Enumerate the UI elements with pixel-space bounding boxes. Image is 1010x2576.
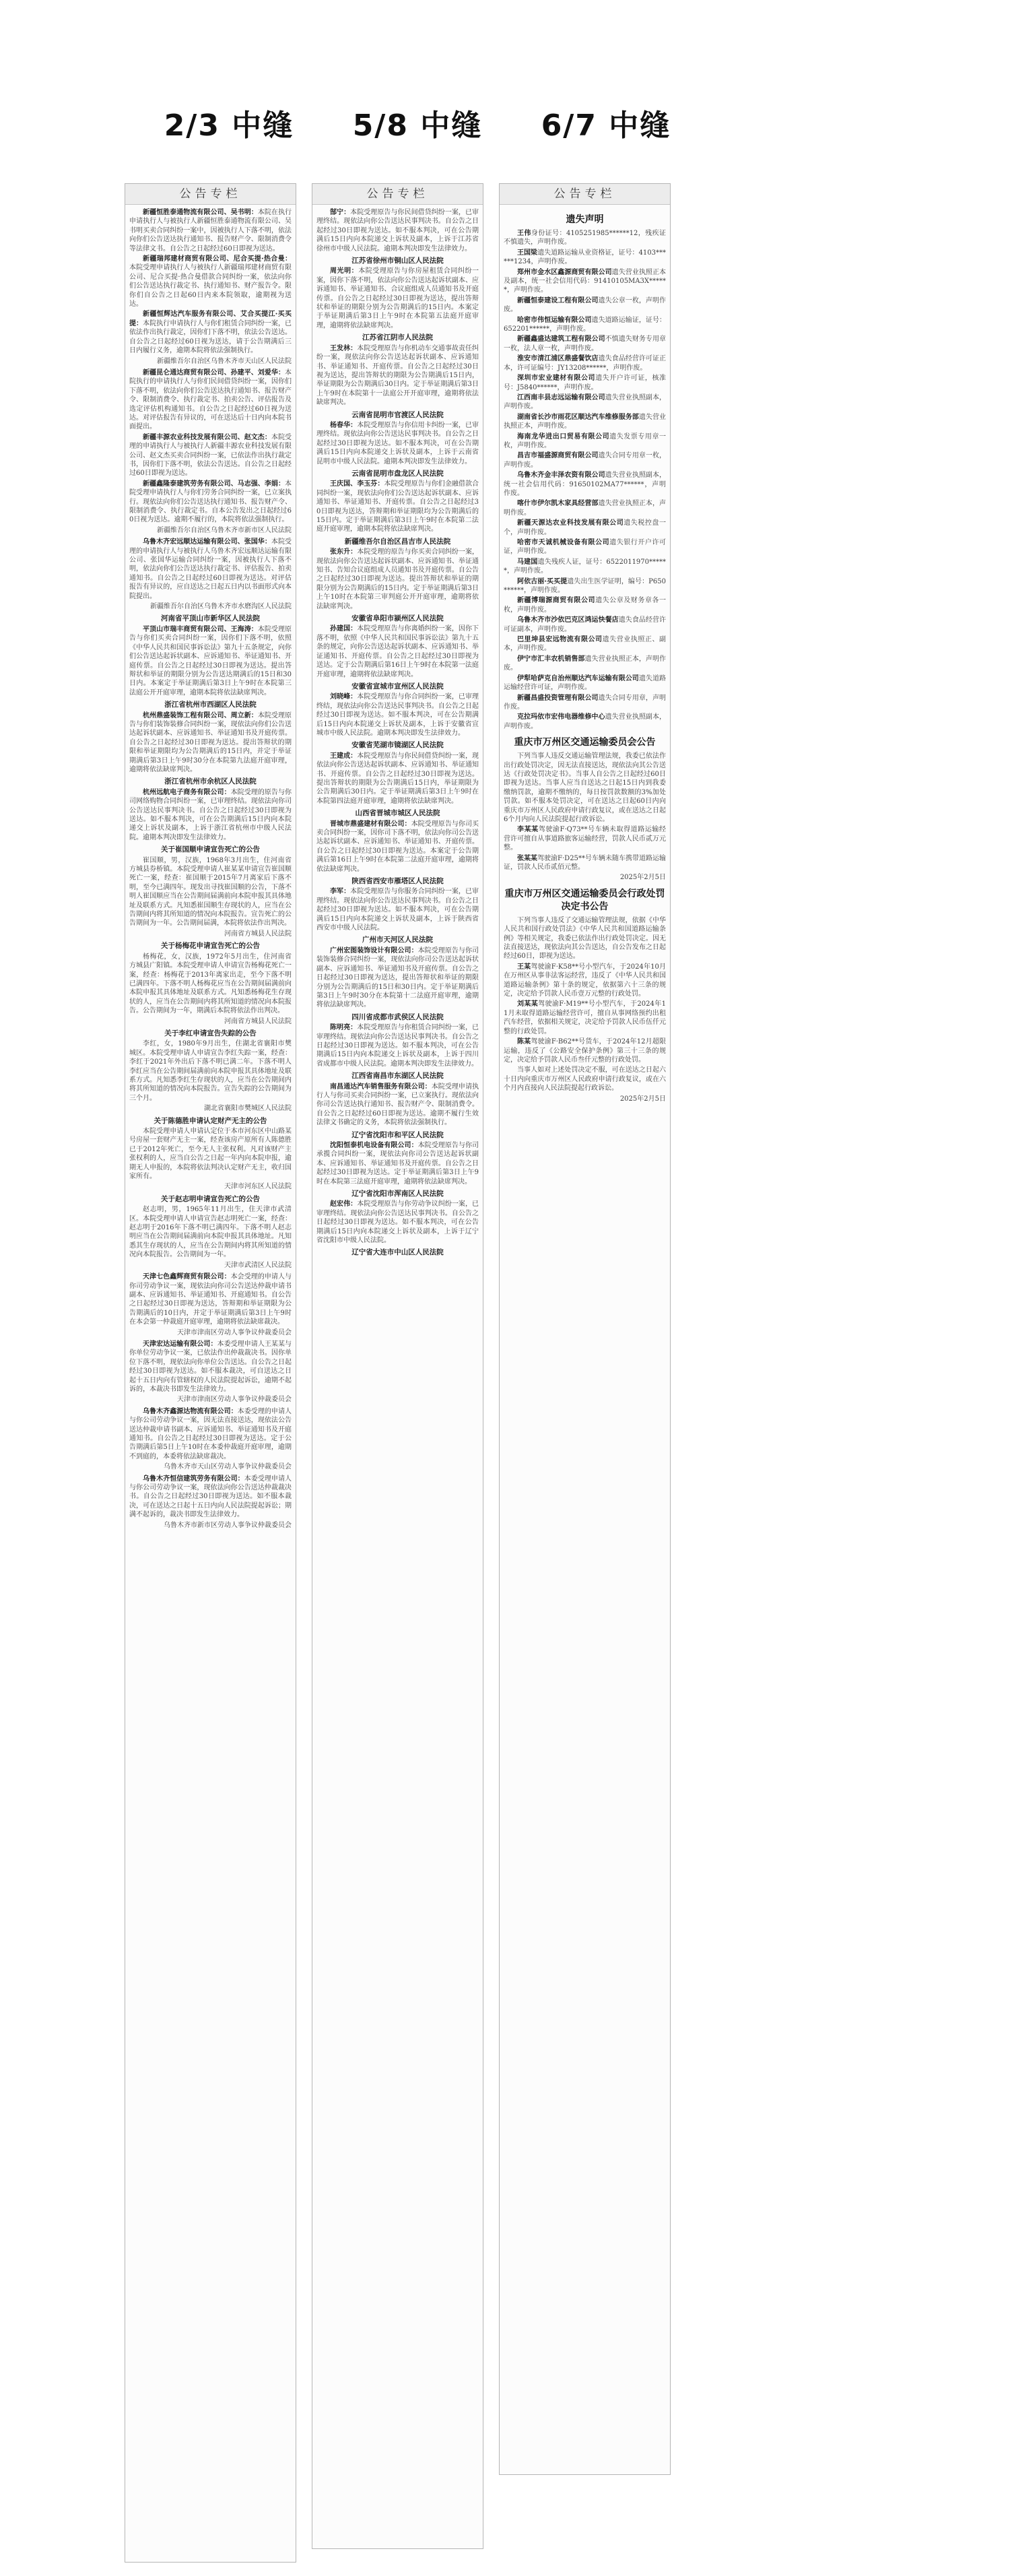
notice-text: 遗失公章一枚，声明作废。 [504,296,667,314]
notice-paragraph [129,1475,292,1520]
notice-paragraph [129,368,292,432]
notice-paragraph [129,788,292,842]
notice-text: 遗失营业执照副本，声明作废。 [504,393,667,411]
notice-text: 遗失营业执照正本，声明作废。 [504,655,667,672]
notice-party-name: 深圳市宏业建材有限公司 [517,375,596,383]
notice-signature: 2025年2月5日 [619,874,666,882]
notice-paragraph [316,208,479,253]
notice-party-name: 陈明亮： [330,1024,358,1032]
strip-title: 公告专栏 [125,184,296,205]
notice-party-name: 张某某 [517,854,538,862]
notice-paragraph [504,825,666,852]
notice-party-name: 赵宏伟： [330,1200,358,1209]
notice-party-name: 刘晓峰： [330,693,358,701]
notice-paragraph [504,471,666,498]
notice-text: 本院受理原告与你司买卖合同纠纷一案，因你司下落不明，依法向你司公告送达起诉状副本、应诉通知书、举证通知书、开庭传票。自公告之日起经过30日即视为送达。本案定于公告期满后第16日上午9时在本院第二法庭开庭审理，逾期将依法缺席判决。 [316,820,479,873]
notice-party-name: 巴里坤县宏远物流有限公司 [517,636,603,644]
notice-text: 本院受理原告与你司装饰装修合同纠纷一案，现依法向你司公告送达起诉状副本、应诉通知书、举证通知书及开庭传票。自公告之日起经过30日即视为送达，提出答辩状和举证的期限分别为公告期满后的15日和30日内。定于举证期满后第3日上午9时30分在本院第十二法庭开庭审理，逾期将依法缺席判决。 [316,946,479,1009]
notice-paragraph [316,946,479,1010]
notice-text: 遗失营业执照正本及副本，统一社会信用代码：91410105MA3X******，声明作废。 [504,268,667,294]
notice-party-name: 王庆国、李玉芬： [330,480,384,488]
notice-party-name: 哈密市天诚机械设备有限公司 [517,539,610,546]
notice-paragraph [504,674,666,693]
notice-text: 本委受理申请人王某某与你单位劳动争议一案，已依法作出仲裁裁决书。因你单位下落不明，现依法向你单位公告送达。自公告之日起经过30日即视为送达。如不服本裁决，可自送达之日起十五日内向有管辖权的人民法院提起诉讼，逾期不起诉的，本裁决书即发生法律效力。 [129,1340,292,1393]
strip-body [125,205,296,1536]
notice-paragraph [129,433,292,478]
notice-text: 本院受理原告与你离婚纠纷一案，因你下落不明，依照《中华人民共和国民事诉讼法》第九十五条的规定，向你公告送达起诉状副本、应诉通知书、举证通知书、开庭传票。自公告之日起经过30日即视为送达。定于公告期满后第16日上午9时在本院第一法庭开庭审理，逾期将依法缺席判决。 [316,625,479,678]
notice-paragraph [504,752,666,824]
notice-section-title: 辽宁省沈阳市浑南区人民法院 [351,1190,444,1198]
notice-section-title: 浙江省杭州市西湖区人民法院 [164,701,257,709]
notice-section-title: 关于杨梅花申请宣告死亡的公告 [161,942,260,951]
notice-text: 驾驶渝F·K58**号小型汽车，于2024年10月在万州区从事非法客运经营，违反了《中华人民共和国道路运输条例》第十条的规定，依据第六十三条的规定，决定给予罚款人民币壹万元整的行政处罚。 [504,963,666,998]
notice-party-name: 新疆昆仑通达商贸有限公司、孙建平、刘爱华： [143,368,285,377]
notice-paragraph [504,916,666,961]
notice-text: 本院受理原告与你机动车交通事故责任纠纷一案，现依法向你公告送达起诉状副本、应诉通知书、举证通知书、开庭传票。自公告之日起经过30日视为送达，提出答辩状的期限为公告期满后15日内，举证期限为公告期满后30日内。定于举证期满后第3日上午9时在本院第十一法庭公开开庭审理，逾期将依法缺席判决。 [316,344,479,407]
notice-text: 驾驶渝F·Q73**号车辆未取得道路运输经营许可擅自从事道路旅客运输经营，罚款人民币贰万元整。 [504,826,667,852]
notice-party-name: 广州宏图装饰设计有限公司： [330,946,418,955]
notice-section-title: 山西省晋城市城区人民法院 [355,809,440,818]
notice-text: 遗失发票专用章一枚，声明作废。 [504,432,667,449]
notice-paragraph [504,1000,666,1036]
notice-section-title: 四川省成都市武侯区人民法院 [351,1012,444,1021]
notice-text: 本会受理的申请人与你司劳动争议一案，现依法向你司公告送达仲裁申请书副本、应诉通知书、举证通知书、开庭通知书。自公告之日起经过30日即视为送达，答辩期和举证期限为公告期满后的10日内，并定于举证期满后第3日上午9时在本会第一仲裁庭开庭审理，逾期将依法缺席裁决。 [129,1273,292,1326]
notice-section-title: 云南省昆明市盘龙区人民法院 [351,469,444,478]
notice-party-name: 哈密市伟恒运输有限公司 [517,316,592,324]
notice-text: 本院受理原告与你们装饰装修合同纠纷一案，现依法向你们公告送达起诉状副本、应诉通知书、举证通知书及开庭传票。自公告之日起经过30日即视为送达。提出答辩状的期限和举证期限均为公告期满后的15日内，并定于举证期满后第3日上午9时30分在本院第九法庭开庭审理，逾期将依法缺席判决。 [129,711,292,773]
notice-paragraph [504,296,666,315]
notice-paragraph [504,393,666,412]
notice-strip-2 [312,183,483,2549]
notice-party-name: 新疆昌盛投资管理有限公司 [517,694,599,702]
notice-paragraph [504,229,666,247]
notice-text: 本院受理原告与你信用卡纠纷一案，已审理终结。现依法向你公告送达民事判决书。自公告之日起经过30日即视为送达。如不服本判决，可在公告期满后15日内向本院递交上诉状及副本，上诉于云南省昆明市中级人民法院。逾期本判决即发生法律效力。 [316,421,479,465]
notice-paragraph [504,713,666,731]
notice-text: 遗失开户许可证，核准号：J5840******，声明作废。 [504,375,667,391]
notice-text: 李红，女，1980年9月出生，住湖北省襄阳市樊城区。本院受理申请人申请宣告李红失踪一案，经查：李红于2021年外出后下落不明已满二年。下落不明人李红应当在公告期间届满前向本院申报其具体地址及联系方式。凡知悉李红生存现状的人，应当在公告期间内将其所知道的情况向本院报告。宣告失踪的公告期间为三个月。 [129,1040,292,1102]
notice-party-name: 李某某 [517,826,539,834]
notice-section-title: 江苏省徐州市铜山区人民法院 [351,257,444,265]
notice-paragraph [504,694,666,712]
notice-paragraph [129,255,292,309]
notice-paragraph [504,451,666,470]
notice-signature: 天津市武清区人民法院 [224,1261,292,1269]
notice-strip-3 [499,183,671,2475]
notice-text: 本院受理的原告与你买卖合同纠纷一案，现依法向你公告送达起诉状副本、应诉通知书、举证通知书、告知合议庭组成人员通知书及开庭传票。自公告之日起经过30日即视为送达。提出答辩状和举证的期限分别为公告期满后的15日内。定于举证期满后第3日上午10时在本院第三审判庭公开开庭审理，逾期将依法缺席判决。 [316,548,479,610]
notice-party-name: 新疆丰源农业科技发展有限公司、赵文杰： [143,433,271,441]
notice-party-name: 乌鲁木齐宏远顺达运输有限公司、张国华： [143,538,271,546]
notice-party-name: 孙建国： [330,625,358,633]
notice-paragraph [504,268,666,295]
notice-text: 驾驶渝F·B62**号货车，于2024年12月超限运输，违反了《公路安全保护条例》第三十三条的规定，决定给予罚款人民币叁仟元整的行政处罚。 [504,1038,666,1064]
notice-party-name: 平顶山市瑞丰商贸有限公司、王海涛： [143,625,258,633]
notice-paragraph [129,953,292,1016]
notice-text: 遗失合同专用章一枚，声明作废。 [504,452,667,469]
notice-text: 崔国顺，男，汉族，1968年3月出生，住河南省方城县券桥镇。本院受理申请人崔某某申请宣告崔国顺死亡一案，经查：崔国顺于2015年7月离家后下落不明，至今已满四年。现发出寻找崔国顺的公告，下落不明人崔国顺应当在公告期间届满前向本院申报其具体地址及联系方式。凡知悉崔国顺生存现状的人，应当在公告期间内将其所知道的情况向本院报告。宣告死亡的公告期间为一年。公告期间届满，本院将依法作出判决。 [129,856,292,928]
notice-text: 遗失营业执照正本，声明作废。 [504,413,667,430]
notice-party-name: 陈某 [517,1038,531,1046]
notice-party-name: 淮安市清江浦区鼎盛餐饮店 [517,355,599,363]
notice-text: 身份证号：4105251985******12，残疾证不慎遗失，声明作废。 [504,230,666,247]
notice-paragraph [504,335,666,353]
notice-party-name: 沈阳恒泰机电设备有限公司： [330,1142,418,1149]
notice-paragraph [129,856,292,928]
notice-paragraph [504,1037,666,1064]
notice-signature: 湖北省襄阳市樊城区人民法院 [204,1105,292,1113]
notice-party-name: 江西南丰县志远运输有限公司 [517,393,605,401]
notice-text: 本院受理申请执行人与你司买卖合同纠纷一案，已立案执行。现依法向你司公告送达执行通知书、报告财产令、限制消费令。自公告之日起经过60日即视为送达。逾期不履行生效法律文书确定的义务，本院将依法强制执行。 [316,1083,479,1127]
notice-party-name: 新疆鑫隆泰建筑劳务有限公司、马志强、李娟： [143,480,285,488]
notice-heading: 重庆市万州区交通运输委员会公告 [514,737,656,748]
notice-party-name: 周光明： [330,267,359,276]
notice-party-name: 郜宁： [330,209,351,216]
notice-paragraph [504,963,666,999]
notice-heading: 遗失声明 [566,214,604,225]
notice-paragraph [316,1200,479,1245]
notice-paragraph [316,1083,479,1128]
notice-paragraph [316,1141,479,1186]
notice-party-name: 王发林： [330,344,358,352]
notice-text: 本院执行的申请执行人与你们民间借贷纠纷一案，因你们下落不明，依法向你们公告送达执行通知书、报告财产令、限制消费令、执行裁定书、拍卖公告、评估报告及选定评估机构通知书。自公告之日起经过60日视为送达。对评估报告有异议的，可在送达后十日内向本院书面提出。 [129,368,292,431]
notice-party-name: 新疆博瑞源商贸有限公司 [517,597,596,605]
notice-text: 遗失道路运输证，证号：652201******，声明作废。 [504,316,667,333]
notice-party-name: 新疆瑞邦建材商贸有限公司、尼合买提·热合曼： [143,255,292,263]
notice-party-name: 刘某某 [517,1000,539,1008]
notice-text: 赵志明，男，1965年11月出生，住天津市武清区。本院受理申请人申请宣告赵志明死亡一案，经查：赵志明于2016年下落不明已满四年。下落不明人赵志明应当在公告期间届满前向本院申报其具体地址。凡知悉其生存现状的人，应当在公告期间内将其所知道的情况向本院报告。公告期间为一年。 [129,1206,292,1259]
notice-text: 遗失出生医学证明，编号：P650******，声明作废。 [504,577,666,595]
notice-party-name: 喀什市伊尔凯木家具经营部 [517,500,599,508]
notice-section-title: 广州市天河区人民法院 [362,936,433,944]
notice-text: 本院受理原告与你服务合同纠纷一案，已审理终结。现依法向你公告送达民事判决书。自公告之日起经过30日即视为送达。如不服本判决，可在公告期满后15日内向本院递交上诉状及副本，上诉于陕西省西安市中级人民法院。 [316,888,479,932]
notice-text: 本院受理原告与你民间借贷纠纷一案，已审理终结。现依法向你公告送达民事判决书。自公告之日起经过30日即视为送达。如不服本判决，可在公告期满后15日内向本院递交上诉状及副本，上诉于江苏省徐州市中级人民法院。逾期本判决即发生法律效力。 [316,209,479,253]
notice-paragraph [129,1407,292,1461]
notice-paragraph [129,1205,292,1259]
notice-text: 本院受理原告与你劳动争议纠纷一案，已审理终结。现依法向你公告送达民事判决书。自公告之日起经过30日即视为送达。如不服本判决，可在公告期满后15日内向本院递交上诉状及副本，上诉于辽宁省沈阳市中级人民法院。 [316,1200,479,1245]
notice-text: 本院受理的申请执行人与被执行人新疆丰源农业科技发展有限公司、赵文杰买卖合同纠纷一案，已依法作出执行裁定书，因你们下落不明，依法公告送达。自公告之日起经过60日即视为送达。 [129,433,292,478]
notice-text: 杨梅花，女，汉族，1972年5月出生，住河南省方城县广阳镇。本院受理申请人申请宣告杨梅花死亡一案，经查：杨梅花于2013年离家出走，至今下落不明已满四年。下落不明人杨梅花应当在公告期间届满前向本院申报其具体地址及联系方式。凡知悉杨梅花生存现状的人，应当在公告期间内将其所知道的情况向本院报告。公告期间为一年，期满后本院将依法作出判决。 [129,953,292,1015]
notice-party-name: 昌吉市福盛源商贸有限公司 [517,452,599,460]
notice-text: 本院受理的申请执行人与被执行人乌鲁木齐宏远顺达运输有限公司、张国华运输合同纠纷一案，因被执行人下落不明，依法向你们公告送达执行裁定书、评估报告、拍卖通知书。自公告之日起经过60日即视为送达。对评估报告有异议的，应自送达之日起五日内以书面形式向本院提出。 [129,538,292,600]
notice-section-title: 新疆维吾尔自治区昌吉市人民法院 [344,537,451,546]
notice-party-name: 南昌通达汽车销售服务有限公司： [330,1083,432,1091]
notice-text: 遗失合同专用章，声明作废。 [504,694,667,711]
notice-section-title: 关于李红申请宣告失踪的公告 [164,1029,257,1037]
notice-paragraph [504,635,666,653]
notice-party-name: 新疆恒辉达汽车服务有限公司、艾合买提江·买买提： [129,311,292,327]
notice-paragraph [129,1039,292,1103]
notice-party-name: 王某 [517,963,531,971]
notice-section-title: 关于陈德胜申请认定财产无主的公告 [154,1116,267,1125]
notice-signature: 新疆维吾尔自治区乌鲁木齐市新市区人民法院 [157,526,292,534]
strip-body [312,205,483,1262]
notice-party-name: 杭州鼎盛装饰工程有限公司、周立新： [143,711,258,719]
strip-title: 公告专栏 [500,184,670,205]
notice-paragraph [316,1023,479,1068]
notice-paragraph [504,1066,666,1093]
notice-paragraph [504,596,666,614]
notice-paragraph [504,316,666,334]
notice-text: 不慎遗失财务专用章一枚，法人章一枚，声明作废。 [504,335,667,352]
notice-paragraph [129,625,292,697]
notice-party-name: 马建国 [517,558,538,566]
notice-strip-1 [125,183,296,2563]
notice-text: 本院受理申请执行人与你们劳务合同纠纷一案，已立案执行。现依法向你们公告送达执行通知书、报告财产令、限制消费令、执行裁定书。自本公告发出之日起经过60日视为送达。逾期不履行的，本院将依法强制执行。 [129,480,292,524]
notice-paragraph [504,374,666,392]
notice-text: 驾驶渝F·M19**号小型汽车，于2024年11月未取得道路运输经营许可，擅自从事网络预约出租汽车经营，依据相关规定，决定给予罚款人民币伍仟元整的行政处罚。 [504,1000,666,1035]
notice-text: 下列当事人违反交通运输管理法规，我委已依法作出行政处罚决定，因无法直接送达，现依法向其公告送达《行政处罚决定书》。当事人自公告之日起经过60日即视为送达。当事人应当自送达之日起15日内到我委缴纳罚款，逾期不缴纳的，每日按罚款数额的3%加处罚款。如不服本处罚决定，可在送达之日起60日内向重庆市万州区人民政府申请行政复议，或在送达之日起6个月内向人民法院提起行政诉讼。 [504,752,666,823]
notice-signature: 天津市津南区劳动人事争议仲裁委员会 [177,1328,292,1337]
notice-paragraph [504,354,666,373]
notice-text: 遗失营业执照正本，声明作废。 [504,500,667,517]
strip-title: 公告专栏 [312,184,483,205]
notice-paragraph [129,480,292,525]
notice-party-name: 晋城市鼎盛建材有限公司： [330,820,411,828]
notice-text: 本院受理申请人申请认定位于本市河东区中山路某号房屋一套财产无主一案，经查该房产原所有人陈德胜已于2012年死亡，至今无人主张权利。凡对该财产主张权利的人，应当自公告之日起一年内向本院申报，逾期无人申报的，本院将依法判决认定财产无主，收归国家所有。 [129,1128,292,1181]
notice-paragraph [316,887,479,932]
notice-party-name: 阿依古丽·买买提 [517,577,568,585]
notice-paragraph [129,538,292,601]
notice-paragraph [316,421,479,466]
notice-text: 本院受理原告与你司承揽合同纠纷一案，现依法向你司公告送达起诉状副本、应诉通知书、举证通知书及开庭传票。自公告之日起经过30日即视为送达。定于举证期满后第3日上午9时在本院第三法庭开庭审理，逾期将依法缺席判决。 [316,1142,479,1186]
notice-text: 本委受理的申请人与你公司劳动争议一案，因无法直接送达，现依法公告送达仲裁申请书副本、应诉通知书、举证通知书及开庭通知书。自公告之日起经过30日即视为送达。定于公告期满后第5日上午10时在本委仲裁庭开庭审理，逾期不到庭的，本委将依法缺席裁决。 [129,1407,292,1460]
notice-section-title: 安徽省宣城市宣州区人民法院 [351,682,444,690]
notice-paragraph [316,752,479,806]
notice-party-name: 李军： [330,888,351,896]
notice-signature: 河南省方城县人民法院 [224,930,292,938]
notice-text: 下列当事人违反了交通运输管理法规，依据《中华人民共和国行政处罚法》《中华人民共和国道路运输条例》等相关规定，我委已依法作出行政处罚决定。因无法直接送达，现依法向其公告送达，自公告发布之日起经过60日，即视为送达。 [504,916,666,961]
notice-paragraph [316,267,479,330]
notice-text: 本院执行申请执行人与你们租赁合同纠纷一案，已依法作出执行裁定，因你们下落不明，依法公告送达。自公告之日起经过60日视为送达，请于公告期满后三日内履行义务，逾期本院将依法强制执行。 [129,319,292,355]
notice-text: 本院受理原告与你房屋租赁合同纠纷一案，因你下落不明，依法向你公告送达起诉状副本、应诉通知书、举证通知书、合议庭组成人员通知书及开庭传票。自公告之日起经过30日即视为送达，提出答辩状和举证的期限分别为公告期满后的15日内。本案定于举证期满后第3日上午9时在本院第五法庭开庭审理，逾期将依法缺席判决。 [316,267,479,329]
notice-text: 遗失营业执照副本，统一社会信用代码：91650102MA77******，声明作废。 [504,472,667,497]
notice-section-title: 辽宁省大连市中山区人民法院 [351,1248,444,1257]
notice-text: 遗失道路运输经营许可证，声明作废。 [504,674,667,692]
notice-text: 遗失残疾人证，证号：6522011970******，声明作废。 [504,558,667,575]
notice-paragraph [316,820,479,874]
notice-paragraph [504,577,666,595]
strip-body [500,205,670,1109]
notice-party-name: 乌鲁木齐市沙依巴克区鸿运快餐店 [517,616,619,624]
notice-text: 本院受理申请执行人与被执行人新疆瑞邦建材商贸有限公司、尼合买提·热合曼借款合同纠纷一案，依法向你们公告送达执行裁定书、执行通知书、财产报告令。限你们自公告之日起60日内来本院领取，逾期视为送达。 [129,264,292,309]
notice-party-name: 乌鲁木齐鑫源达物流有限公司： [143,1407,238,1415]
notice-signature: 乌鲁木齐市天山区劳动人事争议仲裁委员会 [164,1463,292,1471]
notice-party-name: 乌鲁木齐恒信建筑劳务有限公司： [143,1475,244,1483]
notice-party-name: 郑州市金水区鑫源商贸有限公司 [517,268,612,276]
notice-signature: 乌鲁木齐市新市区劳动人事争议仲裁委员会 [164,1521,292,1529]
notice-text: 本院受理原告与你租赁合同纠纷一案，已审理终结。现依法向你公告送达民事判决书。自公告之日起经过30日即视为送达。如不服本判决，可在公告期满后15日内向本院递交上诉状及副本，上诉于四川省成都市中级人民法院。逾期本判决即发生法律效力。 [316,1024,479,1068]
notice-text: 当事人如对上述处罚决定不服，可在送达之日起六十日内向重庆市万州区人民政府申请行政复议，或在六个月内直接向人民法院提起行政诉讼。 [504,1066,666,1093]
notice-party-name: 杨春华： [330,421,358,429]
notice-section-title: 安徽省阜阳市颍州区人民法院 [351,614,444,623]
notice-party-name: 天津宏达运输有限公司： [143,1340,217,1348]
notice-party-name: 新疆鑫盛达建筑工程有限公司 [517,335,605,344]
notice-text: 遗失道路运输从业资格证，证号：4103******1234，声明作废。 [504,249,666,266]
notice-paragraph [504,432,666,451]
notice-signature: 新疆维吾尔自治区乌鲁木齐市天山区人民法院 [157,357,292,365]
notice-paragraph [504,655,666,673]
notice-paragraph [129,208,292,253]
notice-party-name: 新疆恒泰建设工程有限公司 [517,296,599,304]
notice-signature: 新疆维吾尔自治区乌鲁木齐市水磨沟区人民法院 [150,603,292,611]
notice-paragraph [316,548,479,611]
notice-text: 本院受理原告与你民间借贷纠纷一案，现依法向你公告送达起诉状副本、应诉通知书、举证通知书、开庭传票。自公告之日起经过30日即视为送达。提出答辩状的期限为公告期满后15日内，举证期限为公告期满后30日内。定于举证期满后第3日上午9时在本院第四法庭开庭审理，逾期将依法缺席判决。 [316,752,479,805]
column-header-1: 2/3 中缝 [164,108,294,143]
notice-party-name: 天津七色鑫辉商贸有限公司： [143,1273,231,1281]
notice-text: 遗失食品经营许可证正本，许可证编号：JY13208******，声明作废。 [504,355,667,372]
notice-section-title: 辽宁省沈阳市和平区人民法院 [351,1130,444,1139]
notice-section-title: 陕西省西安市雁塔区人民法院 [351,877,444,886]
notice-paragraph [504,519,666,537]
notice-paragraph [504,854,666,872]
notice-paragraph [504,413,666,431]
notice-party-name: 湖南省长沙市雨花区顺达汽车维修服务部 [517,413,639,421]
notice-section-title: 安徽省芜湖市镜湖区人民法院 [351,741,444,750]
notice-paragraph [129,310,292,355]
notice-text: 遗失食品经营许可证副本，声明作废。 [504,616,667,633]
notice-party-name: 海南龙华进出口贸易有限公司 [517,432,610,441]
notice-signature: 天津市津南区劳动人事争议仲裁委员会 [177,1396,292,1404]
notice-section-title: 江西省南昌市东湖区人民法院 [351,1072,444,1081]
notice-party-name: 张东升： [330,548,358,556]
notice-party-name: 伊宁市汇丰农机销售部 [517,655,585,663]
notice-section-title: 云南省昆明市官渡区人民法院 [351,410,444,419]
notice-text: 本院受理原告与你们金融借款合同纠纷一案，现依法向你们公告送达起诉状副本、应诉通知书、举证通知书、开庭传票。自公告之日起经过30日即视为送达，答辩期和举证期限均为公告期满后的15日内。定于举证期满后第3日上午9时在本院第二法庭开庭审理，逾期本院将依法缺席判决。 [316,480,479,534]
notice-paragraph [316,344,479,408]
notice-paragraph [129,1273,292,1326]
notice-section-title: 江苏省江阴市人民法院 [362,333,433,342]
notice-text: 本院在执行申请执行人与被执行人新疆恒胜泰通物流有限公司、吴书明买卖合同纠纷一案中，因被执行人下落不明，依法向你们公告送达执行通知书、报告财产令、限制消费令等法律文书。自公告之日起经过60日即视为送达。 [129,209,292,253]
notice-section-title: 浙江省杭州市余杭区人民法院 [164,777,257,786]
notice-party-name: 杭州远航电子商务有限公司： [143,788,231,796]
notice-paragraph [316,693,479,738]
notice-party-name: 新疆天源达农业科技发展有限公司 [517,519,624,527]
notice-party-name: 新疆恒胜泰通物流有限公司、吴书明： [143,209,258,216]
notice-party-name: 克拉玛依市宏伟电器维修中心 [517,713,605,721]
notice-paragraph [316,624,479,678]
notice-paragraph [504,538,666,556]
notice-section-title: 关于崔国顺申请宣告死亡的公告 [161,845,260,854]
notice-paragraph [316,480,479,534]
notice-text: 遗失银行开户许可证，声明作废。 [504,539,667,556]
notice-text: 本院受理的原告与你司网络购物合同纠纷一案，已审理终结。现依法向你司公告送达民事判决书。自公告之日起经过30日即视为送达。如不服本判决，可在公告期满后15日内向本院递交上诉状及副本，上诉于浙江省杭州市中级人民法院。逾期本判决即发生法律效力。 [129,788,292,841]
notice-paragraph [504,616,666,634]
notice-signature: 河南省方城县人民法院 [224,1017,292,1025]
notice-paragraph [129,1340,292,1394]
notice-paragraph [504,499,666,517]
notice-party-name: 王伟 [517,230,531,237]
notice-text: 本院受理原告与你们买卖合同纠纷一案，因你们下落不明，依照《中华人民共和国民事诉讼法》第九十五条规定，向你们公告送达起诉状副本、应诉通知书、举证通知书、开庭传票。自公告之日起经过30日即视为送达。提出答辩状和举证的期限分别为公告送达期满后的15日和30日内。本案定于举证期满后第3日上午9时在本院第三法庭公开开庭审理，逾期本院将依法缺席判决。 [129,625,292,697]
notice-signature: 天津市河东区人民法院 [224,1183,292,1191]
notice-paragraph [129,711,292,775]
notice-party-name: 王国梁 [517,249,538,257]
notice-paragraph [504,558,666,576]
notice-section-title: 关于赵志明申请宣告死亡的公告 [161,1194,260,1203]
notice-signature: 2025年2月5日 [619,1095,666,1103]
notice-text: 遗失营业执照正、副本，声明作废。 [504,636,667,653]
notice-paragraph [504,249,666,267]
notice-text: 遗失税控盘一个，声明作废。 [504,519,667,536]
notice-heading: 重庆市万州区交通运输委员会行政处罚决定书公告 [504,888,665,912]
notice-text: 本委受理申请人与你公司劳动争议一案，现依法向你公告送达仲裁裁决书。自公告之日起经过30日即视为送达。如不服本裁决，可在送达之日起十五日内向人民法院提起诉讼；期满不起诉的，裁决书即发生法律效力。 [129,1475,292,1519]
column-header-3: 6/7 中缝 [541,108,671,143]
notice-paragraph [129,1127,292,1181]
notice-text: 遗失公章及财务章各一枚，声明作废。 [504,597,667,614]
notice-text: 本院受理原告与你合同纠纷一案，已审理终结，现依法向你公告送达民事判决书。自公告之日起经过30日即视为送达。如不服本判决，可在公告期满后15日内向本院递交上诉状及副本，上诉于安徽省宣城市中级人民法院。逾期本判决即发生法律效力。 [316,693,479,737]
notice-text: 驾驶渝F·D25**号车辆未随车携带道路运输证，罚款人民币贰佰元整。 [504,854,667,871]
notice-party-name: 王建成： [330,752,358,760]
notice-party-name: 伊犁哈萨克自治州顺达汽车运输有限公司 [517,674,639,682]
notice-party-name: 乌鲁木齐金丰泽农资有限公司 [517,472,605,480]
notice-text: 遗失营业执照副本，声明作废。 [504,713,667,730]
column-header-2: 5/8 中缝 [352,108,483,143]
notice-section-title: 河南省平顶山市新华区人民法院 [161,614,260,623]
